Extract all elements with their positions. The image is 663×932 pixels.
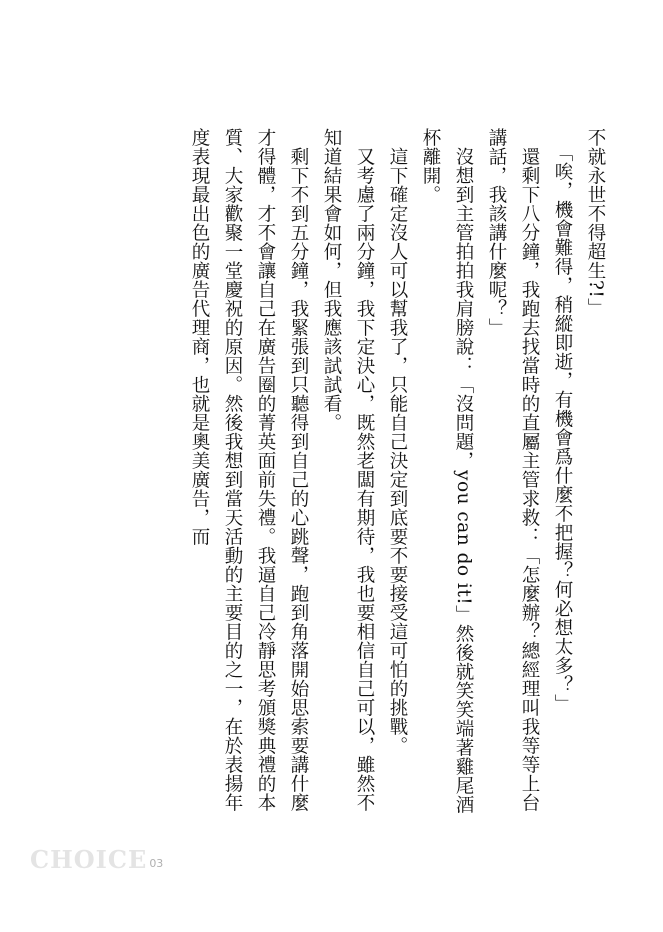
paragraph-4: 沒想到主管拍拍我肩膀說：「沒問題，you can do it!」然後就笑笑端著雞尾酒杯離開。 bbox=[420, 128, 474, 814]
page-footer bbox=[30, 845, 163, 874]
paragraph-1: 不就永世不得超生?!」 bbox=[585, 128, 606, 318]
footer-brand-logo: CHOICE bbox=[30, 845, 148, 874]
paragraph-3: 還剩下八分鐘，我跑去找當時的直屬主管求救：「怎麼辦？總經理叫我等等上台講話，我該講什麼呢？」 bbox=[486, 128, 540, 812]
paragraph-7: 剩下不到五分鐘，我緊張到只聽得到自己的心跳聲，跑到角落開始思索要講什麼才得體，才不會讓自己在廣告圈的菁英面前失禮。我逼自己冷靜思考頒獎典禮的本質、大家歡聚一堂慶祝的原因。然後我想到當天活動的主要目的之一，在於表揚年度表現最出色的廣告代理商，也就是奧美廣告，而 bbox=[189, 128, 309, 812]
paragraph-2: 「唉，機會難得，稍縱即逝，有機會爲什麼不把握？何必想太多？」 bbox=[552, 142, 573, 713]
page-number: 03 bbox=[149, 857, 164, 870]
vertical-text-body bbox=[92, 128, 612, 818]
paragraph-6: 又考慮了兩分鐘，我下定決心，既然老闆有期待，我也要相信自己可以，雖然不知道結果會如何，但我應該試試看。 bbox=[321, 128, 375, 812]
paragraph-5: 這下確定沒人可以幫我了，只能自己決定到底要不要接受這可怕的挑戰。 bbox=[387, 146, 408, 755]
